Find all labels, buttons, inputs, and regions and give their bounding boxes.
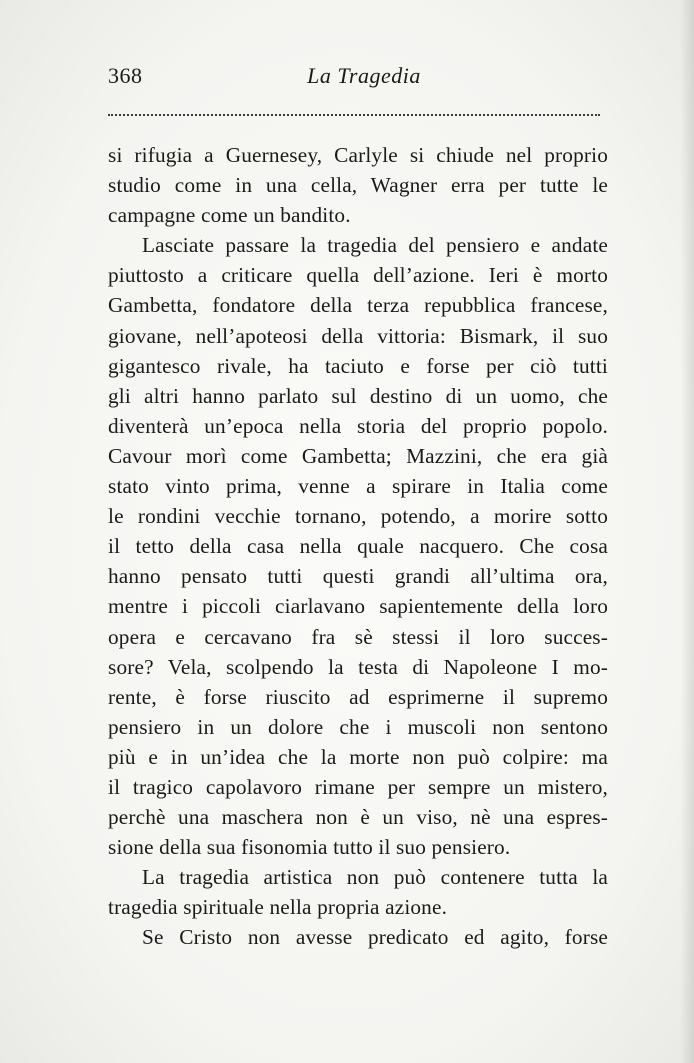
paragraph (108, 230, 608, 862)
text-line: pensiero in un dolore che i muscoli non sentono (108, 714, 608, 739)
paragraph (108, 140, 608, 230)
paragraph (108, 922, 608, 952)
page-number: 368 (108, 63, 143, 88)
text-line: Gambetta, fondatore della terza repubblica francese, (108, 293, 608, 318)
header-rule (108, 114, 600, 116)
text-line: perchè una maschera non è un viso, nè una espres- (108, 805, 608, 830)
paragraph (108, 862, 608, 922)
text-line: Lasciate passare la tragedia del pensiero e andate (142, 233, 608, 258)
text-line: mentre i piccoli ciarlavano sapientemente della loro (108, 594, 608, 619)
text-line: hanno pensato tutti questi grandi all’ultima ora, (108, 564, 608, 589)
body-text (108, 140, 608, 953)
text-line: sione della sua fisonomia tutto il suo pensiero. (108, 835, 511, 860)
text-line: si rifugia a Guernesey, Carlyle si chiude nel proprio (108, 143, 608, 167)
page-edge-shadow (680, 0, 694, 1063)
page-header (108, 63, 600, 97)
text-line: sore? Vela, scolpendo la testa di Napoleone I mo- (108, 654, 608, 679)
running-title: La Tragedia (307, 63, 421, 88)
text-line: La tragedia artistica non può contenere tutta la (142, 865, 608, 890)
text-line: le rondini vecchie tornano, potendo, a morire sotto (108, 504, 608, 529)
text-line: campagne come un bandito. (108, 203, 351, 228)
text-line: Se Cristo non avesse predicato ed agito, forse (142, 925, 608, 950)
text-line: diventerà un’epoca nella storia del proprio popolo. (108, 413, 608, 438)
text-line: giovane, nell’apoteosi della vittoria: Bismark, il suo (108, 323, 608, 348)
text-line: rente, è forse riuscito ad esprimerne il supremo (108, 684, 608, 709)
text-line: Cavour morì come Gambetta; Mazzini, che era già (108, 443, 608, 468)
text-line: il tetto della casa nella quale nacquero. Che cosa (108, 534, 608, 559)
text-line: il tragico capolavoro rimane per sempre un mistero, (108, 774, 608, 799)
text-line: opera e cercavano fra sè stessi il loro succes- (108, 624, 608, 649)
text-line: studio come in una cella, Wagner erra per tutte le (108, 173, 608, 198)
text-line: tragedia spirituale nella propria azione. (108, 895, 448, 920)
text-line: stato vinto prima, venne a spirare in Italia come (108, 474, 608, 499)
text-line: gli altri hanno parlato sul destino di un uomo, che (108, 383, 608, 408)
text-line: più e in un’idea che la morte non può colpire: ma (108, 744, 608, 769)
text-line: gigantesco rivale, ha taciuto e forse per ciò tutti (108, 353, 608, 378)
text-line: piuttosto a criticare quella dell’azione. Ieri è morto (108, 263, 608, 288)
